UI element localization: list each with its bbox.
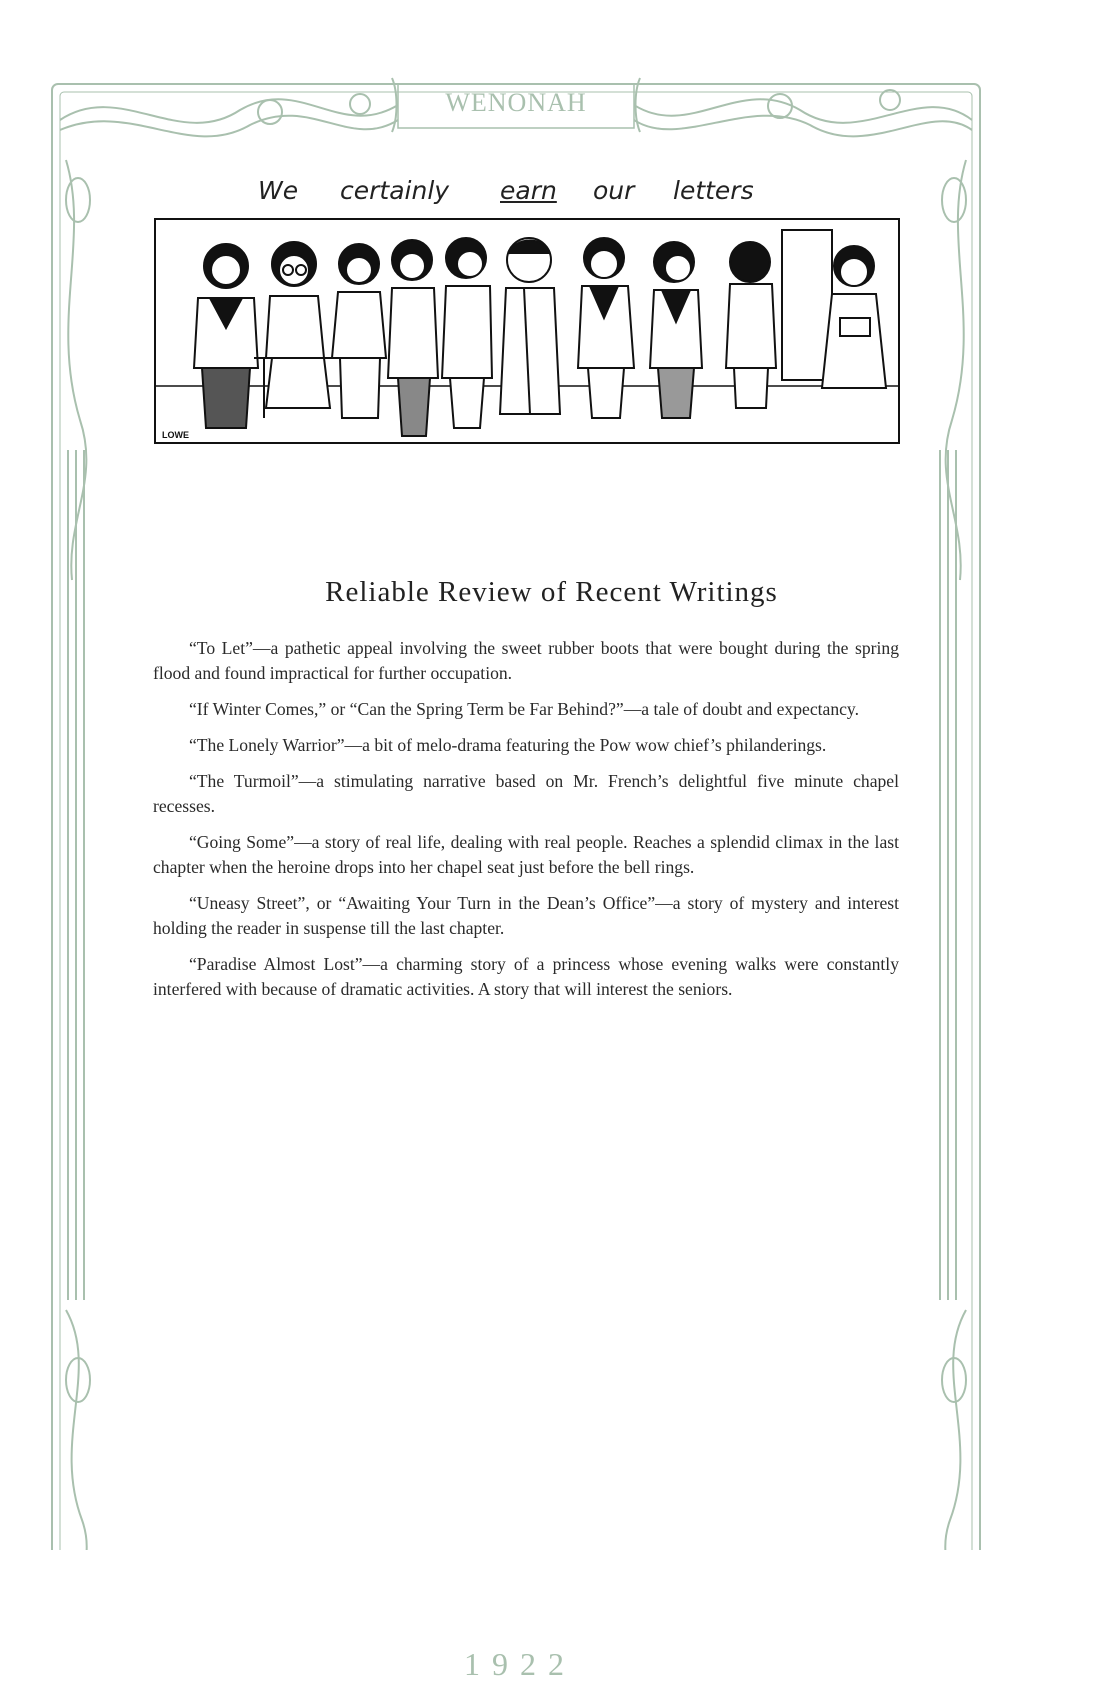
review-paragraph: “Paradise Almost Lost”—a charming story of a princess whose evening walks were constantly interfered with because of dramatic activities. A story that will interest the seniors. xyxy=(153,954,899,999)
cartoon-illustration xyxy=(154,218,900,444)
article-body xyxy=(153,636,899,1013)
caption-word: letters xyxy=(673,176,754,205)
caption-word: We xyxy=(258,176,299,205)
caption-word: our xyxy=(593,176,635,205)
running-head: WENONAH xyxy=(445,88,587,117)
caption-word: certainly xyxy=(340,176,450,205)
review-paragraph: “If Winter Comes,” or “Can the Spring Term be Far Behind?”—a tale of doubt and expectancy. xyxy=(189,699,859,719)
caption-word: earn xyxy=(500,176,557,205)
review-paragraph: “Uneasy Street”, or “Awaiting Your Turn in the Dean’s Office”—a story of mystery and interest holding the reader in suspense till the last chapter. xyxy=(153,893,899,938)
cartoon-caption xyxy=(150,172,900,216)
review-paragraph: “To Let”—a pathetic appeal involving the sweet rubber boots that were bought during the spring flood and found impractical for further occupation. xyxy=(153,638,899,683)
review-paragraph: “The Lonely Warrior”—a bit of melo-drama featuring the Pow wow chief’s philanderings. xyxy=(189,735,827,755)
article-title: Reliable Review of Recent Writings xyxy=(325,576,778,608)
review-paragraph: “Going Some”—a story of real life, dealing with real people. Reaches a splendid climax in the last chapter when the heroine drops into her chapel seat just before the bell rings. xyxy=(153,832,899,877)
review-paragraph: “The Turmoil”—a stimulating narrative based on Mr. French’s delightful five minute chapel recesses. xyxy=(153,771,899,816)
artist-signature: LOWE xyxy=(162,430,189,440)
running-foot-year: 1922 xyxy=(464,1645,576,1682)
